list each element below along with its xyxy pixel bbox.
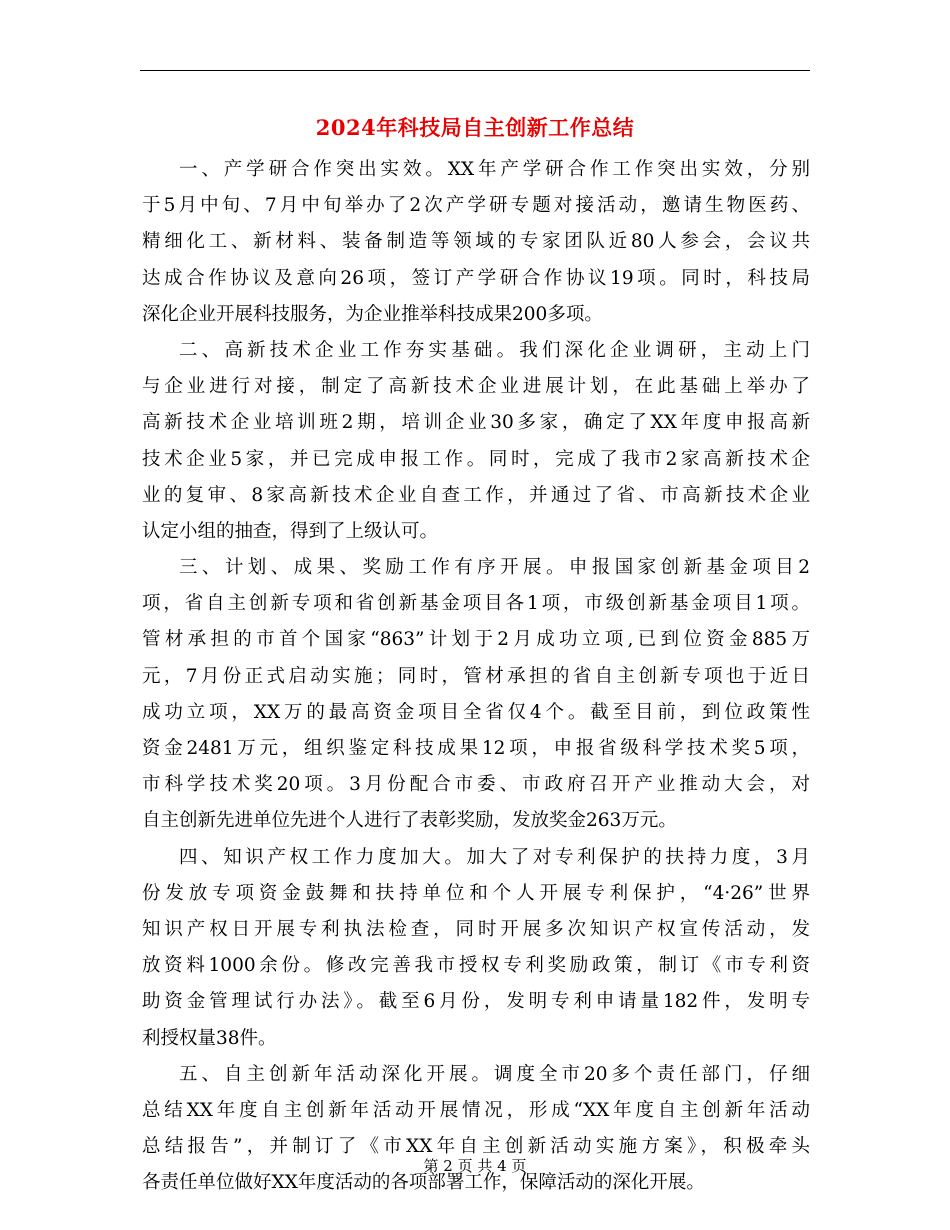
- paragraph-4-line-4: 放资料1000余份。修改完善我市授权专利奖励政策，制订《市专利资: [142, 955, 810, 977]
- paragraph-5-line-4: 各责任单位做好XX年度活动的各项部署工作，保障活动的深化开展。: [142, 1172, 705, 1194]
- document-title: 2024年科技局自主创新工作总结: [315, 115, 635, 140]
- paragraph-4-line-5: 助资金管理试行办法》。截至6月份，发明专利申请量182件，发明专: [142, 991, 810, 1013]
- document-body: [142, 152, 810, 1201]
- paragraph-3-line-7: 市科学技术奖20项。3月份配合市委、市政府召开产业推动大会，对: [142, 774, 810, 796]
- paragraph-1-line-1: 一、产学研合作突出实效。XX年产学研合作工作突出实效，分别: [179, 159, 810, 180]
- paragraph-2-line-5: 业的复审、8家高新技术企业自查工作，并通过了省、市高新技术企业: [142, 484, 810, 506]
- paragraph-1-line-3: 精细化工、新材料、装备制造等领域的专家团队近80人参会，会议共: [142, 231, 810, 253]
- paragraph-3-line-8: 自主创新先进单位先进个人进行了表彰奖励，发放奖金263万元。: [142, 810, 677, 832]
- paragraph-3-line-3: 管材承担的市首个国家“863”计划于2月成功立项,已到位资金885万: [142, 629, 810, 651]
- paragraph-4-line-3: 知识产权日开展专利执法检查，同时开展多次知识产权宣传活动，发: [142, 918, 810, 940]
- paragraph-2-line-1: 二、高新技术企业工作夯实基础。我们深化企业调研，主动上门: [179, 339, 810, 361]
- paragraph-1-line-2: 于5月中旬、7月中旬举办了2次产学研专题对接活动，邀请生物医药、: [142, 195, 810, 217]
- paragraph-3-line-4: 元，7月份正式启动实施；同时，管材承担的省自主创新专项也于近日: [142, 665, 810, 687]
- paragraph-4-line-1: 四、知识产权工作力度加大。加大了对专利保护的扶持力度，3月: [179, 846, 810, 868]
- page-footer: 第 2 页 共 4 页: [423, 1157, 527, 1175]
- paragraph-1-line-4: 达成合作协议及意向26项，签订产学研合作协议19项。同时，科技局: [142, 267, 810, 289]
- paragraph-3-line-6: 资金2481万元，组织鉴定科技成果12项，申报省级科学技术奖5项，: [142, 738, 810, 759]
- paragraph-3-line-5: 成功立项，XX万的最高资金项目全省仅4个。截至目前，到位政策性: [142, 701, 810, 723]
- paragraph-5-line-1: 五、自主创新年活动深化开展。调度全市20多个责任部门，仔细: [179, 1063, 810, 1085]
- header-rule: [140, 70, 810, 71]
- paragraph-5-line-2: 总结XX年度自主创新年活动开展情况，形成“XX年度自主创新年活动: [142, 1099, 810, 1121]
- paragraph-2-line-3: 高新技术企业培训班2期，培训企业30多家，确定了XX年度申报高新: [142, 412, 810, 434]
- paragraph-3-line-2: 项，省自主创新专项和省创新基金项目各1项，市级创新基金项目1项。: [142, 593, 810, 615]
- paragraph-5-line-3: 总结报告”，并制订了《市XX年自主创新活动实施方案》，积极牵头: [142, 1136, 810, 1158]
- paragraph-4-line-6: 利授权量38件。: [142, 1027, 277, 1049]
- paragraph-2-line-6: 认定小组的抽查，得到了上级认可。: [142, 520, 439, 542]
- paragraph-1-line-5: 深化企业开展科技服务，为企业推举科技成果200多项。: [142, 303, 603, 325]
- paragraph-2-line-2: 与企业进行对接，制定了高新技术企业进展计划，在此基础上举办了: [142, 376, 810, 398]
- paragraph-4-line-2: 份发放专项资金鼓舞和扶持单位和个人开展专利保护，“4·26”世界: [142, 882, 810, 904]
- paragraph-3-line-1: 三、计划、成果、奖励工作有序开展。申报国家创新基金项目2: [179, 557, 810, 579]
- paragraph-2-line-4: 技术企业5家，并已完成申报工作。同时，完成了我市2家高新技术企: [142, 448, 810, 470]
